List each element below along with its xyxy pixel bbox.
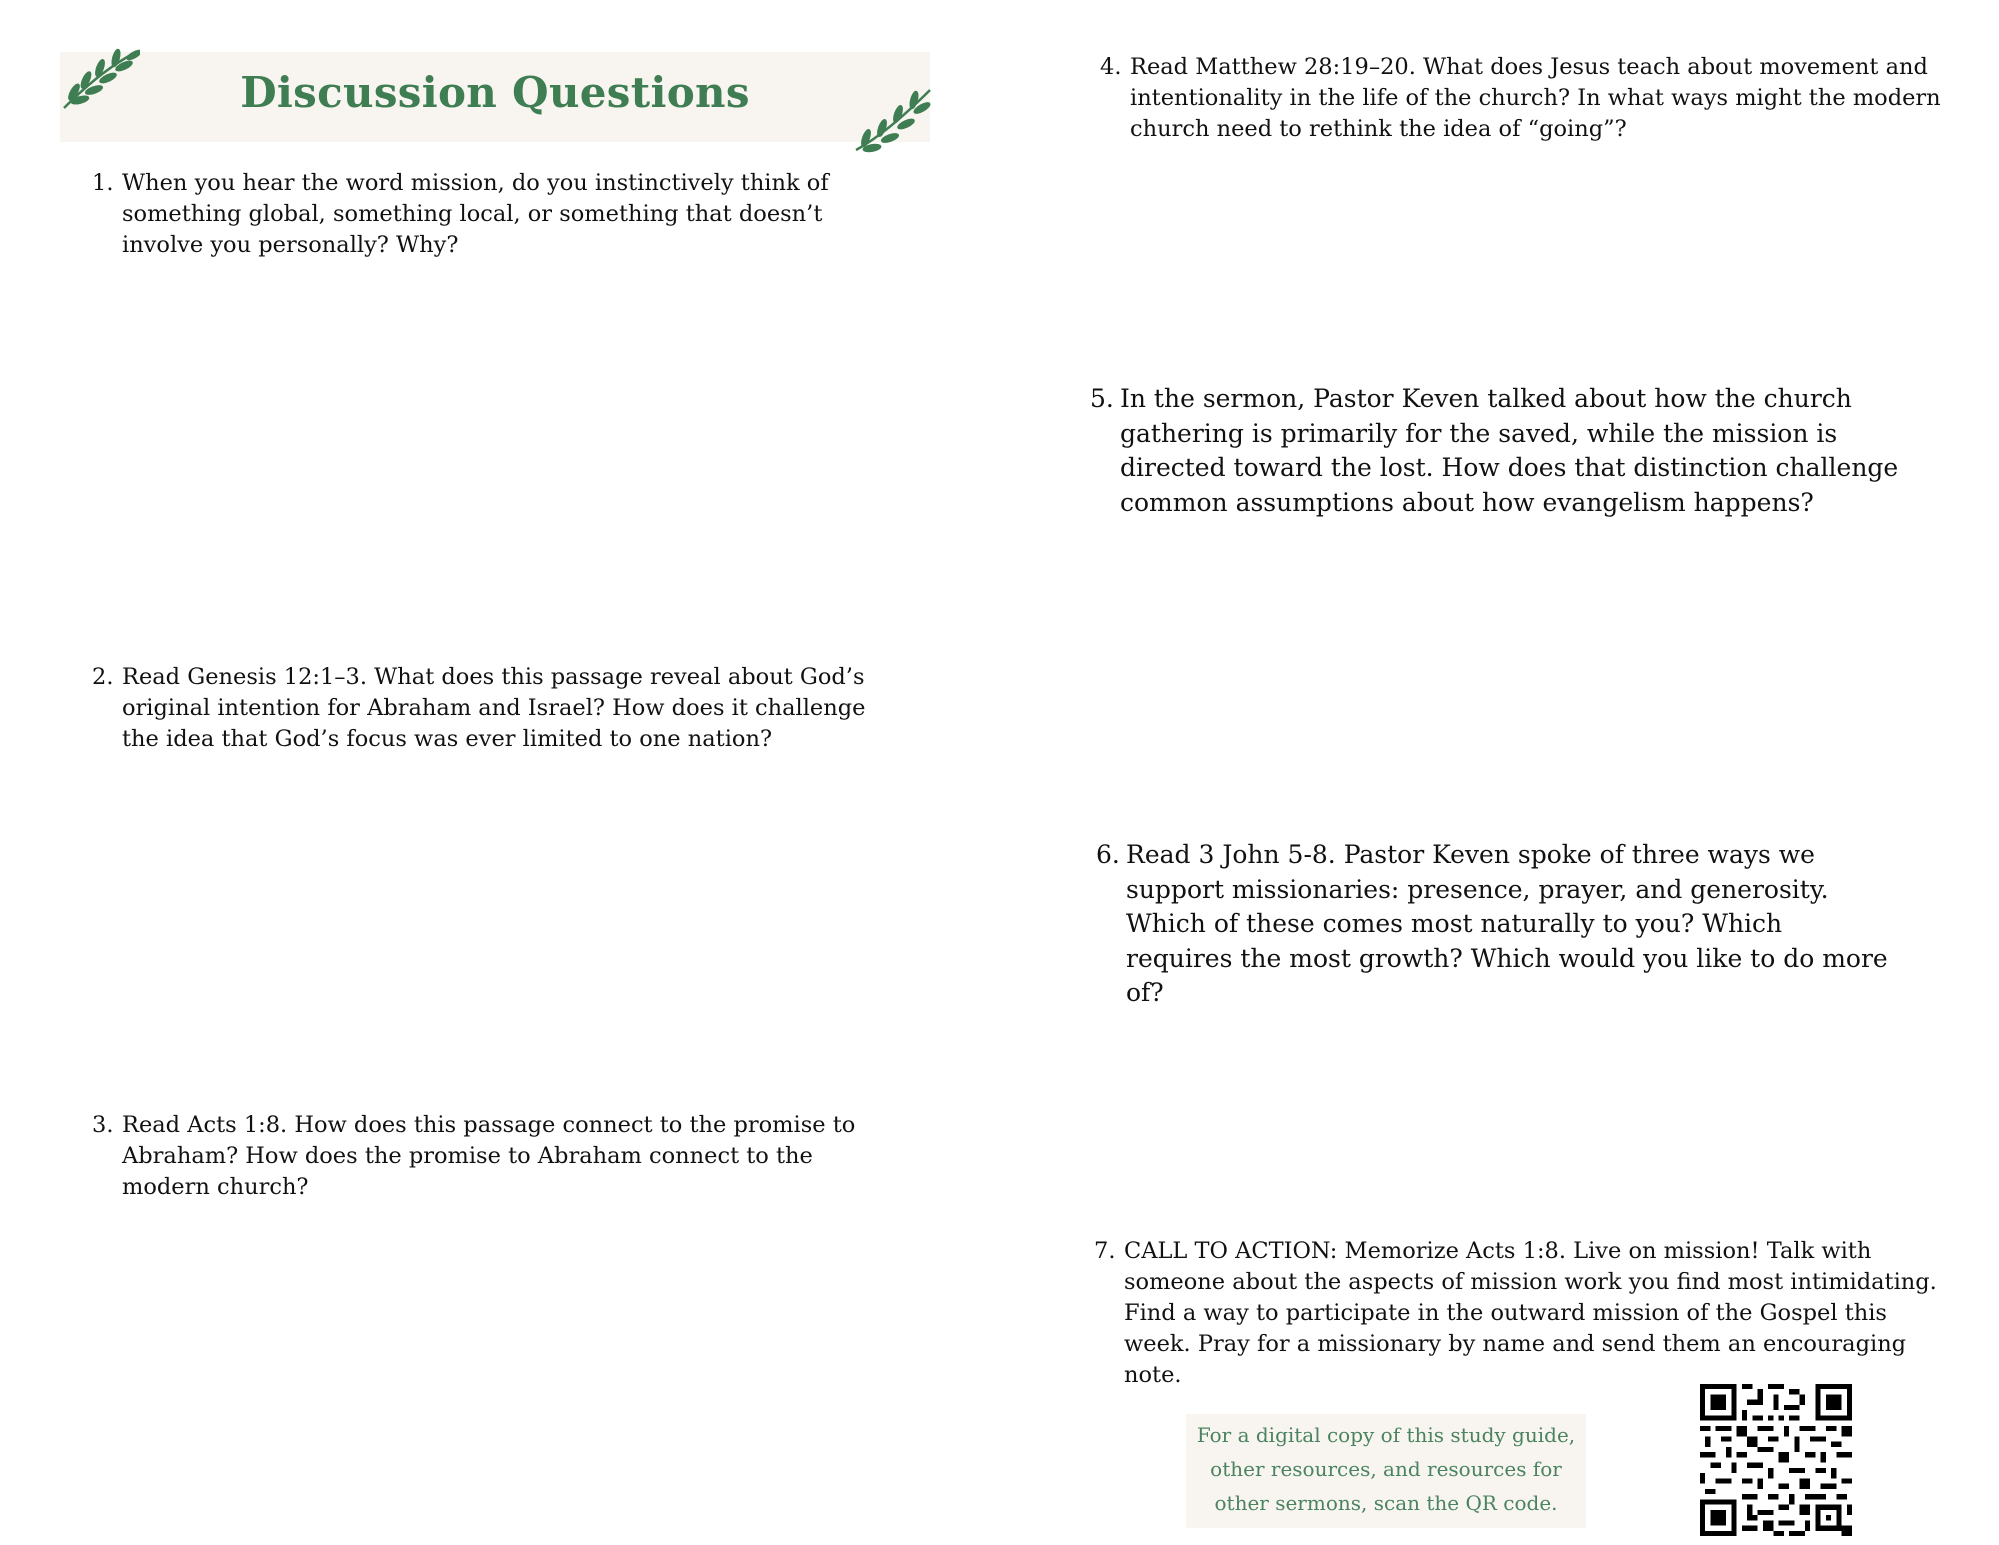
qr-code-icon[interactable] <box>1700 1384 1852 1536</box>
question-text: Read Genesis 12:1–3. What does this passage reveal about God’s original intention for Abraham and Israel? How does it challenge the idea that God’s focus was ever limited to one nation? <box>122 664 866 752</box>
question-3 <box>92 1110 882 1203</box>
question-1 <box>92 168 882 261</box>
question-text: CALL TO ACTION: Memorize Acts 1:8. Live on mission! Talk with someone about the aspects of mission work you find most intimidating. Find a way to participate in the outward mission of the Gospel this week. Pray for a missionary by name and send them an encouraging note. <box>1124 1238 1937 1388</box>
question-6 <box>1096 838 1896 1011</box>
question-number: 7. <box>1094 1238 1116 1264</box>
question-5 <box>1090 382 1920 520</box>
question-text: When you hear the word mission, do you instinctively think of something global, something local, or something that doesn’t involve you personally? Why? <box>122 170 829 258</box>
question-number: 3. <box>92 1112 114 1138</box>
olive-branch-icon <box>60 46 140 112</box>
question-number: 1. <box>92 170 114 196</box>
olive-branch-icon <box>852 86 934 154</box>
header-band <box>60 52 930 142</box>
question-7-call-to-action <box>1094 1236 1944 1391</box>
page-title: Discussion Questions <box>240 68 750 117</box>
question-number: 5. <box>1090 384 1114 413</box>
question-4 <box>1100 52 1960 145</box>
question-text: In the sermon, Pastor Keven talked about how the church gathering is primarily for the saved, while the mission is directed toward the lost. How does that distinction challenge common assumptions about how evangelism happens? <box>1120 384 1899 517</box>
question-text: Read Acts 1:8. How does this passage connect to the promise to Abraham? How does the promise to Abraham connect to the modern church? <box>122 1112 856 1200</box>
question-text: Read Matthew 28:19–20. What does Jesus teach about movement and intentionality in the life of the church? In what ways might the modern church need to rethink the idea of “going”? <box>1130 54 1941 142</box>
digital-copy-note: For a digital copy of this study guide, other resources, and resources for other sermons, scan the QR code. <box>1186 1414 1586 1528</box>
question-number: 2. <box>92 664 114 690</box>
question-number: 4. <box>1100 54 1122 80</box>
question-number: 6. <box>1096 840 1120 869</box>
question-text: Read 3 John 5-8. Pastor Keven spoke of three ways we support missionaries: presence, prayer, and generosity. Which of these comes most naturally to you? Which requires the most growth? Which would you like to do more of? <box>1126 840 1888 1007</box>
question-2 <box>92 662 872 755</box>
